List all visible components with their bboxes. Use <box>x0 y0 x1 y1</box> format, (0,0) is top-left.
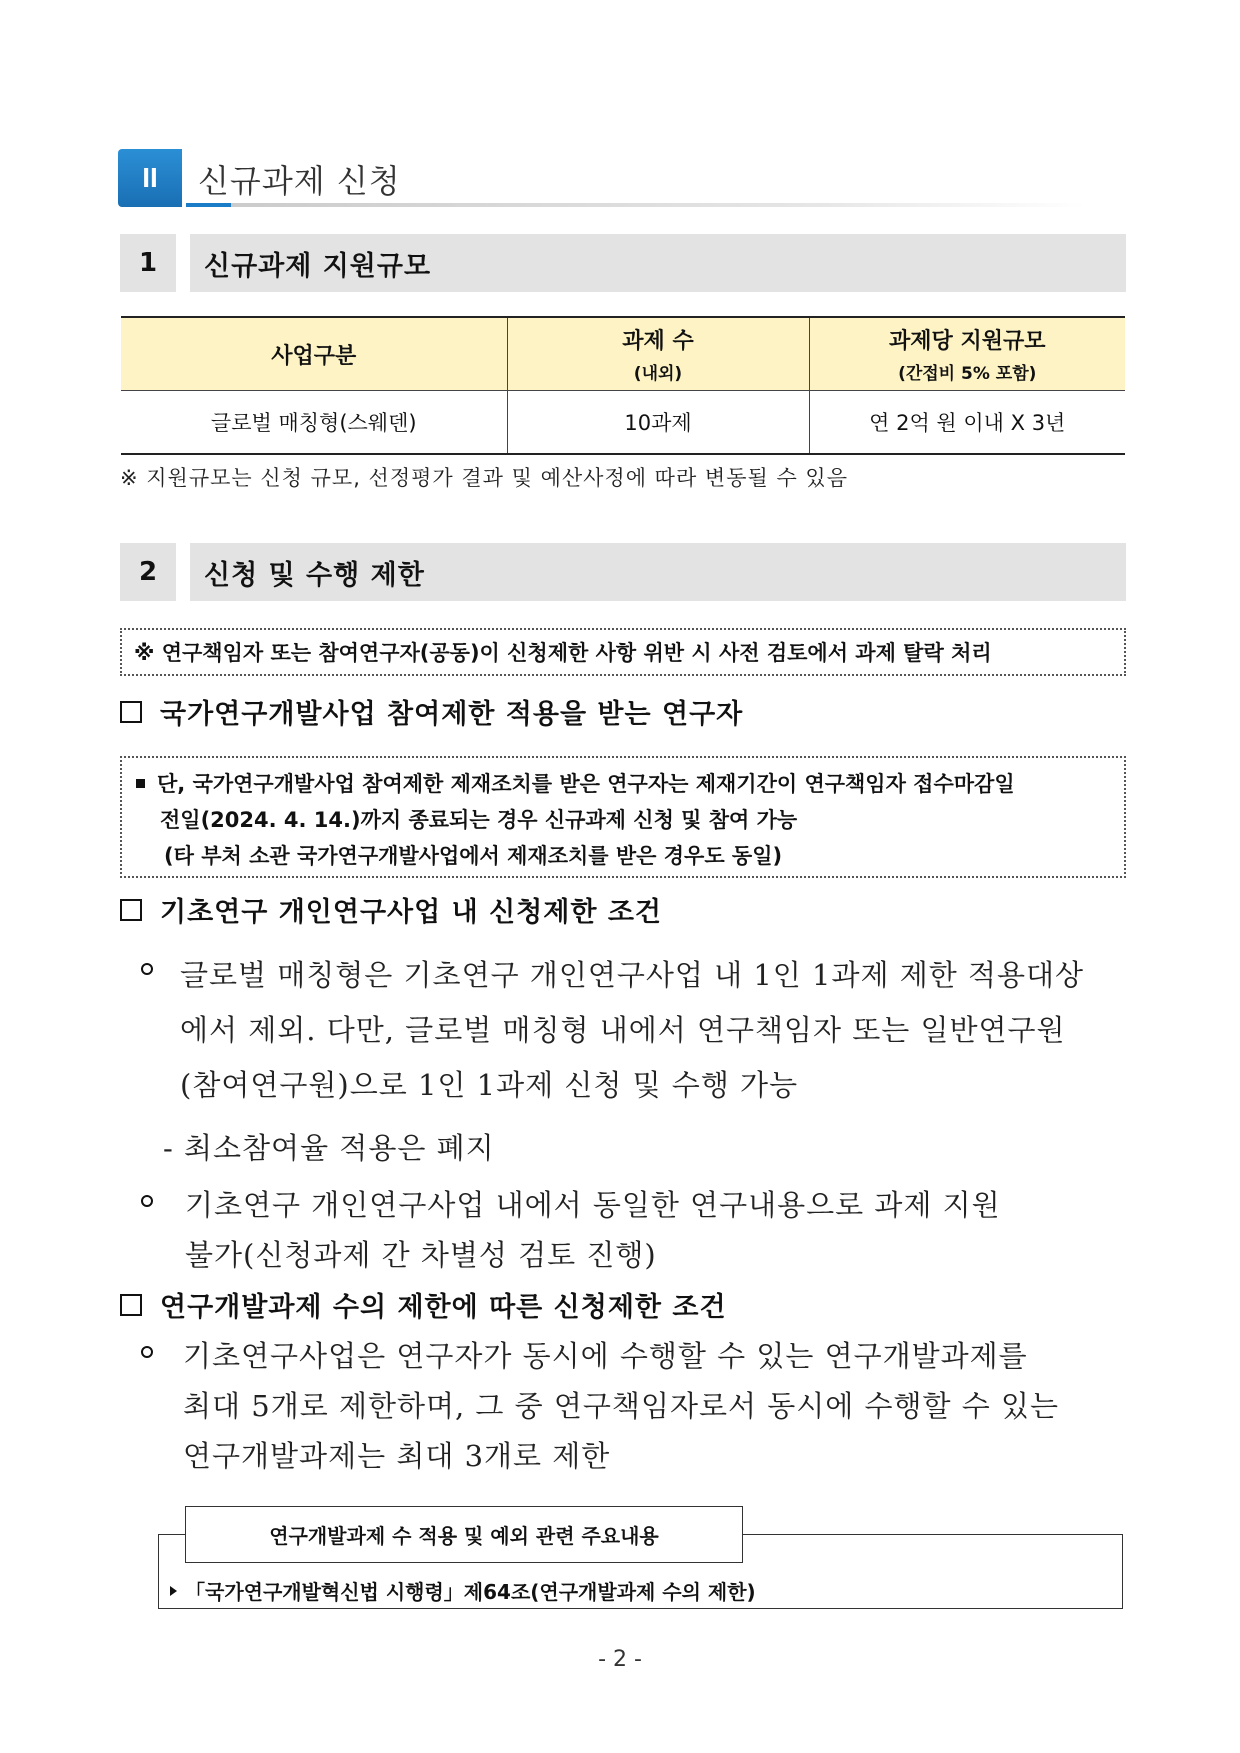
table-cell-program: 글로벌 매칭형(스웨덴) <box>121 391 507 455</box>
warning-box: ※ 연구책임자 또는 참여연구자(공동)이 신청제한 사항 위반 시 사전 검토에서 과제 탈락 처리 <box>120 628 1126 676</box>
header-main: 과제당 지원규모 <box>889 329 1046 354</box>
header-cell <box>809 317 1125 391</box>
paragraph-line: 연구개발과제는 최대 3개로 제한 <box>183 1439 611 1473</box>
exception-line: (타 부처 소관 국가연구개발사업에서 제재조치를 받은 경우도 동일) <box>164 844 783 868</box>
chapter-underline <box>186 203 1086 207</box>
exception-line <box>136 766 1112 802</box>
header-main: 사업구분 <box>271 343 357 369</box>
circle-bullet-icon <box>141 963 153 975</box>
chapter-number-badge: II <box>118 149 182 207</box>
section-2-title: 신청 및 수행 제한 <box>190 543 1126 601</box>
reference-text: 「국가연구개발혁신법 시행령」제64조(연구개발과제 수의 제한) <box>185 1580 756 1604</box>
exception-text: 단, 국가연구개발사업 참여제한 제재조치를 받은 연구자는 제재기간이 연구책임자 접수마감일 <box>157 772 1015 796</box>
paragraph-line: 기초연구사업은 연구자가 동시에 수행할 수 있는 연구개발과제를 <box>183 1339 1028 1373</box>
restriction-item <box>180 948 1084 1113</box>
header-cell <box>121 317 507 391</box>
table-cell-count: 10과제 <box>507 391 809 455</box>
section-1-number: 1 <box>120 234 176 292</box>
paragraph-line: 글로벌 매칭형은 기초연구 개인연구사업 내 1인 1과제 제한 적용대상 <box>180 958 1085 992</box>
support-scale-table <box>121 316 1125 455</box>
table-row <box>121 391 1125 455</box>
checkbox-bullet-icon <box>120 1294 142 1316</box>
header-sub: (간접비 5% 포함) <box>898 364 1037 384</box>
paragraph-line: 불가(신청과제 간 차별성 검토 진행) <box>185 1238 657 1272</box>
header-main: 과제 수 <box>622 329 694 354</box>
circle-bullet-icon <box>141 1195 153 1207</box>
header-sub: (내외) <box>633 364 683 384</box>
support-scale-note: ※ 지원규모는 신청 규모, 선정평가 결과 및 예산사정에 따라 변동될 수 있음 <box>120 466 848 490</box>
page-number: - 2 - <box>598 1647 642 1672</box>
restriction-item <box>183 1331 1059 1481</box>
subheading-participation-restriction <box>120 692 743 731</box>
checkbox-bullet-icon <box>120 701 142 723</box>
paragraph-line: (참여연구원)으로 1인 1과제 신청 및 수행 가능 <box>180 1068 799 1102</box>
subheading-text: 연구개발과제 수의 제한에 따른 신청제한 조건 <box>160 1292 727 1323</box>
table-header-row <box>121 317 1125 391</box>
section-2-number: 2 <box>120 543 176 601</box>
dash-item: - 최소참여율 적용은 폐지 <box>163 1131 495 1165</box>
participation-exception-box <box>120 756 1126 878</box>
subheading-project-count-restriction <box>120 1285 727 1324</box>
restriction-item <box>185 1180 1001 1280</box>
paragraph-line: 최대 5개로 제한하며, 그 중 연구책임자로서 동시에 수행할 수 있는 <box>183 1389 1059 1423</box>
chapter-title: 신규과제 신청 <box>198 162 401 200</box>
square-bullet-icon <box>136 779 145 788</box>
circle-bullet-icon <box>141 1346 153 1358</box>
triangle-bullet-icon <box>170 1586 177 1596</box>
paragraph-line: 기초연구 개인연구사업 내에서 동일한 연구내용으로 과제 지원 <box>185 1188 1001 1222</box>
subheading-text: 기초연구 개인연구사업 내 신청제한 조건 <box>160 897 662 928</box>
paragraph-line: 에서 제외. 다만, 글로벌 매칭형 내에서 연구책임자 또는 일반연구원 <box>180 1013 1066 1047</box>
reference-box-title: 연구개발과제 수 적용 및 예외 관련 주요내용 <box>185 1506 743 1563</box>
table-cell-scale: 연 2억 원 이내 X 3년 <box>809 391 1125 455</box>
chapter-underline-accent <box>186 203 231 207</box>
subheading-text: 국가연구개발사업 참여제한 적용을 받는 연구자 <box>160 699 744 730</box>
exception-line: 전일(2024. 4. 14.)까지 종료되는 경우 신규과제 신청 및 참여 가능 <box>160 808 798 832</box>
header-cell <box>507 317 809 391</box>
section-1-title: 신규과제 지원규모 <box>190 234 1126 292</box>
subheading-individual-research-restriction <box>120 890 662 929</box>
checkbox-bullet-icon <box>120 899 142 921</box>
reference-item <box>170 1576 756 1605</box>
